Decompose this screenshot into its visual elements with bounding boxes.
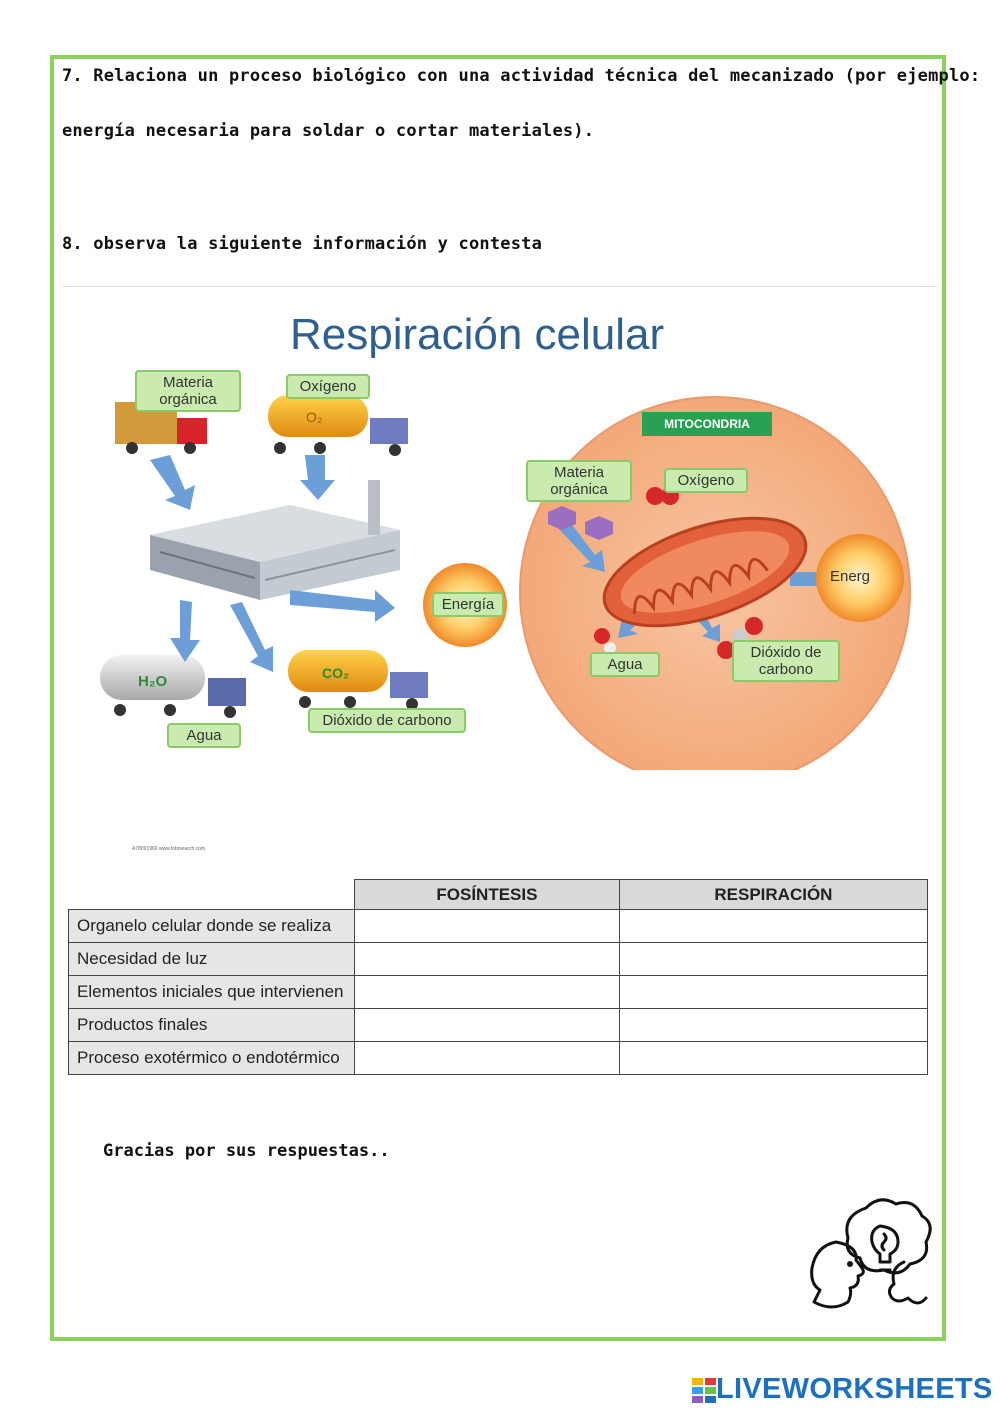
liveworksheets-brand: [692, 1373, 993, 1406]
answer-cell-fotosintesis[interactable]: [355, 1009, 620, 1042]
answer-cell-fotosintesis[interactable]: [355, 976, 620, 1009]
h2o-text: H₂O: [138, 673, 168, 690]
table-row: [69, 943, 928, 976]
label-energia: Energía: [432, 592, 504, 617]
question-8: 8. observa la siguiente información y contesta: [62, 234, 543, 254]
answer-cell-fotosintesis[interactable]: [355, 943, 620, 976]
label-dioxido-de-carbono: Dióxido de carbono: [308, 708, 466, 733]
row-label: Elementos iniciales que intervienen: [69, 976, 355, 1009]
truck-co2-icon: [288, 650, 428, 710]
table-row: [69, 976, 928, 1009]
question-7-line-2: energía necesaria para soldar o cortar materiales).: [62, 121, 595, 141]
co2-text: CO₂: [322, 665, 350, 681]
row-label: Organelo celular donde se realiza: [69, 910, 355, 943]
table-header-row: [69, 880, 928, 910]
row-label: Productos finales: [69, 1009, 355, 1042]
truck-water-icon: [100, 655, 246, 718]
table-row: [69, 910, 928, 943]
cellular-respiration-diagram: [90, 300, 930, 770]
label-agua: Agua: [167, 723, 241, 748]
closing-text: Gracias por sus respuestas..: [103, 1141, 390, 1161]
liveworksheets-logo-icon: [692, 1377, 716, 1403]
header-fotosintesis: FOSÍNTESIS: [355, 880, 620, 910]
header-respiracion: RESPIRACIÓN: [619, 880, 927, 910]
diagram-title: Respiración celular: [290, 310, 665, 359]
row-label: Necesidad de luz: [69, 943, 355, 976]
thinking-heads-icon: [808, 1198, 932, 1318]
answer-cell-fotosintesis[interactable]: [355, 910, 620, 943]
label-mitocondria: MITOCONDRIA: [642, 412, 772, 436]
answer-cell-respiracion[interactable]: [619, 1009, 927, 1042]
label-mito-oxigeno: Oxígeno: [664, 468, 748, 493]
answer-cell-respiracion[interactable]: [619, 1042, 927, 1075]
row-label: Proceso exotérmico o endotérmico: [69, 1042, 355, 1075]
table-row: [69, 1009, 928, 1042]
table-corner: [69, 880, 355, 910]
label-mito-dioxido: Dióxido de carbono: [732, 640, 840, 682]
table-row: [69, 1042, 928, 1075]
answer-cell-respiracion[interactable]: [619, 943, 927, 976]
brand-text: LIVEWORKSHEETS: [716, 1373, 993, 1405]
answer-cell-respiracion[interactable]: [619, 910, 927, 943]
truck-oxygen-icon: [268, 395, 408, 456]
label-mito-energia: Energ: [829, 568, 871, 585]
label-mito-materia-organica: Materia orgánica: [526, 460, 632, 502]
separator-line: [62, 286, 938, 287]
image-credit: A78091960 www.fotosearch.com: [132, 846, 206, 852]
label-mito-agua: Agua: [590, 652, 660, 677]
label-oxigeno: Oxígeno: [286, 374, 370, 399]
answer-cell-fotosintesis[interactable]: [355, 1042, 620, 1075]
question-7-line-1: 7. Relaciona un proceso biológico con una actividad técnica del mecanizado (por ejemplo:: [62, 66, 981, 86]
label-materia-organica: Materia orgánica: [135, 370, 241, 412]
answer-cell-respiracion[interactable]: [619, 976, 927, 1009]
comparison-table: [68, 879, 928, 1075]
o2-text: O₂: [306, 409, 323, 425]
